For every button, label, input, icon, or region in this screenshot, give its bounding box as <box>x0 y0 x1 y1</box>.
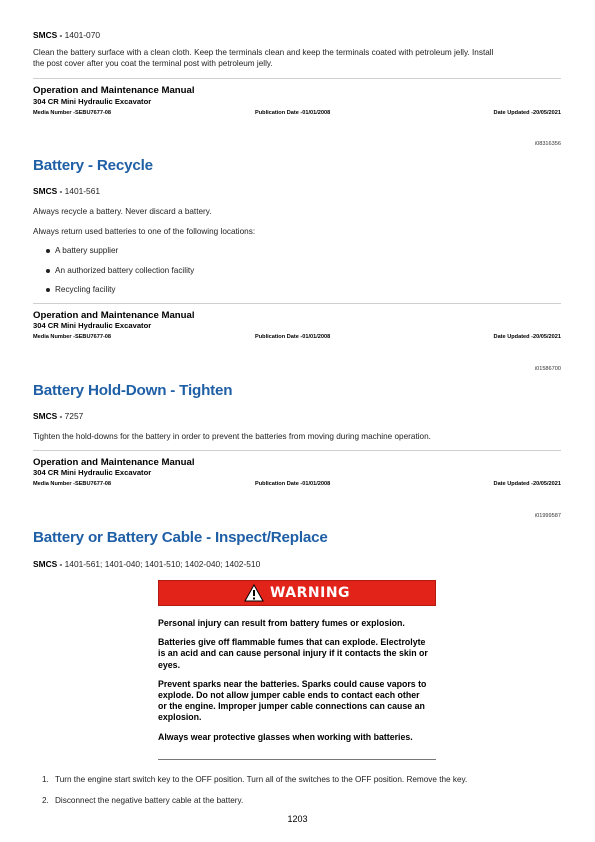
warning-line: Prevent sparks near the batteries. Sparks could cause vapors to <box>158 678 427 689</box>
list-item: An authorized battery collection facility <box>33 266 194 286</box>
warning-line: eyes. <box>158 659 181 670</box>
warning-triangle-icon <box>244 584 264 602</box>
smcs-label: SMCS - <box>33 30 63 40</box>
warning-paragraph <box>158 618 443 629</box>
warning-line: Personal injury can result from battery fumes or explosion. <box>158 618 405 628</box>
reference-id: i01999587 <box>534 513 561 519</box>
warning-line: explode. Do not allow jumper cable ends to contact each other <box>158 690 420 701</box>
list-item: A battery supplier <box>33 246 194 266</box>
divider <box>33 303 561 304</box>
footer-model: 304 CR Mini Hydraulic Excavator <box>33 321 152 330</box>
footer-model: 304 CR Mini Hydraulic Excavator <box>33 97 152 106</box>
reference-id: i01586700 <box>534 366 561 372</box>
footer-date-updated: Date Updated -20/05/2021 <box>493 481 561 487</box>
footer-media-number: Media Number -SEBU7677-08 <box>33 110 112 116</box>
section-title: Battery - Recycle <box>33 157 153 174</box>
warning-line: explosion. <box>158 712 202 723</box>
step-number: 2. <box>42 796 49 805</box>
list-item <box>33 775 563 796</box>
paragraph: Always recycle a battery. Never discard a battery. <box>33 207 212 216</box>
smcs-codes: 1401-561; 1401-040; 1401-510; 1402-040; 1402-510 <box>64 559 261 569</box>
recycle-locations-list <box>33 246 194 305</box>
footer-publication-date: Publication Date -01/01/2008 <box>255 110 331 116</box>
step-number: 1. <box>42 775 49 784</box>
footer-manual-title: Operation and Maintenance Manual <box>33 457 195 468</box>
warning-line: Batteries give off flammable fumes that can explode. Electrolyte <box>158 637 426 648</box>
footer-publication-date: Publication Date -01/01/2008 <box>255 481 331 487</box>
section-title: Battery or Battery Cable - Inspect/Replace <box>33 529 328 546</box>
footer-model: 304 CR Mini Hydraulic Excavator <box>33 468 152 477</box>
footer-date-updated: Date Updated -20/05/2021 <box>493 334 561 340</box>
warning-paragraph <box>158 637 443 671</box>
smcs-line <box>33 559 260 569</box>
section-title: Battery Hold-Down - Tighten <box>33 382 233 399</box>
paragraph: Always return used batteries to one of the following locations: <box>33 227 256 236</box>
reference-id: i08316356 <box>534 141 561 147</box>
warning-paragraph <box>158 732 443 743</box>
smcs-label: SMCS - <box>33 411 63 421</box>
footer-manual-title: Operation and Maintenance Manual <box>33 85 195 96</box>
warning-line: is an acid and can cause personal injury if it contacts the skin or <box>158 648 428 659</box>
footer-media-number: Media Number -SEBU7677-08 <box>33 481 112 487</box>
paragraph: Tighten the hold-downs for the battery in order to prevent the batteries from moving during machine operation. <box>33 432 431 441</box>
divider <box>33 78 561 79</box>
warning-line: Always wear protective glasses when working with batteries. <box>158 731 413 742</box>
footer-date-updated: Date Updated -20/05/2021 <box>493 110 561 116</box>
smcs-codes: 7257 <box>64 411 84 421</box>
smcs-line <box>33 30 100 40</box>
smcs-codes: 1401-561 <box>64 186 101 196</box>
procedure-steps <box>33 775 563 817</box>
divider <box>33 450 561 451</box>
warning-line: or the engine. Improper jumper cable connections can cause an <box>158 701 425 712</box>
footer-publication-date: Publication Date -01/01/2008 <box>255 334 331 340</box>
smcs-line <box>33 411 83 421</box>
footer-manual-title: Operation and Maintenance Manual <box>33 310 195 321</box>
footer-media-number: Media Number -SEBU7677-08 <box>33 334 112 340</box>
page-number: 1203 <box>287 814 308 824</box>
paragraph-line: Clean the battery surface with a clean cloth. Keep the terminals clean and keep the terminals coated with petroleum jelly. Install <box>33 48 494 57</box>
battery-cleaning-paragraph <box>33 48 563 69</box>
warning-banner <box>158 580 436 606</box>
smcs-codes: 1401-070 <box>64 30 101 40</box>
step-text: Disconnect the negative battery cable at the battery. <box>55 796 244 805</box>
smcs-label: SMCS - <box>33 186 63 196</box>
warning-text <box>158 618 443 743</box>
list-item: Recycling facility <box>33 285 194 305</box>
smcs-label: SMCS - <box>33 559 63 569</box>
warning-paragraph <box>158 679 443 724</box>
step-text: Turn the engine start switch key to the OFF position. Turn all of the switches to the OFF position. Remove the key. <box>55 775 468 784</box>
smcs-line <box>33 186 100 196</box>
warning-word: WARNING <box>269 585 351 601</box>
paragraph-line: the post cover after you coat the terminal post with petroleum jelly. <box>33 58 273 68</box>
warning-divider <box>158 759 436 760</box>
